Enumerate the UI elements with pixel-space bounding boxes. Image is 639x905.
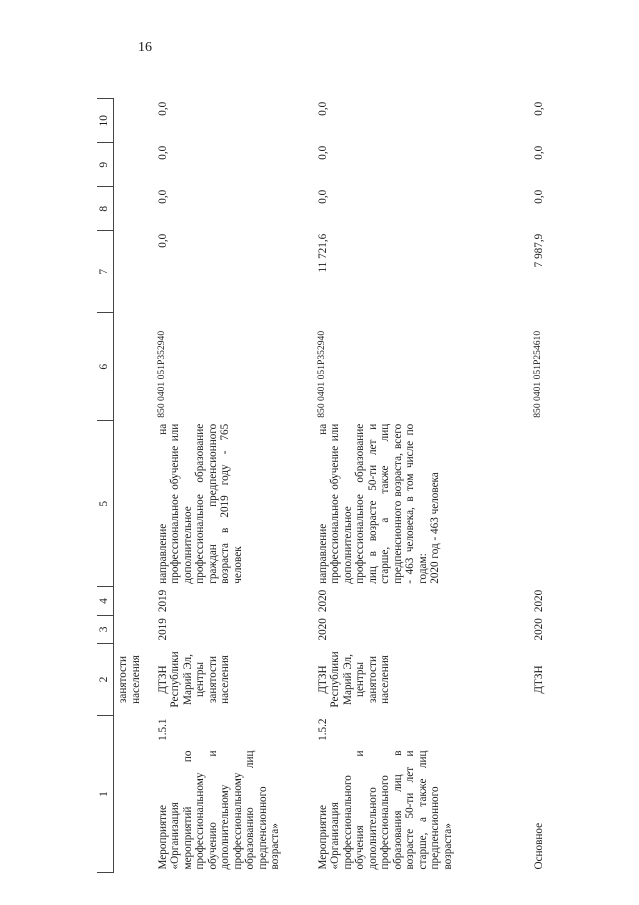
activity-value-7: 7 987,9 <box>532 233 545 268</box>
activity-value-7: 11 721,6 <box>316 233 329 273</box>
table-row <box>530 99 564 873</box>
activity-result <box>530 421 564 587</box>
activity-start-year: 2019 <box>156 618 169 641</box>
activity-end-year: 2020 <box>316 589 329 613</box>
header-col-7: 7 <box>97 231 114 313</box>
activity-start-year: 2020 <box>532 618 545 641</box>
activity-result: направление на профессиональное обучение или дополнительное профессиональное образование лиц в возрасте 50-ти лет и старше, а также лиц предпенсионного возраста, всего - 463 человека, в том числе по годам: <box>316 423 429 584</box>
activity-end-year: 2019 <box>156 589 169 613</box>
activity-result: направление на профессиональное обучение или дополнительное профессиональное образование граждан предпенсионного возраста в 2019 году - 765 человек <box>156 423 244 584</box>
header-row <box>97 99 114 873</box>
rotated-landscape-page <box>0 45 639 905</box>
header-col-6: 6 <box>97 313 114 421</box>
program-table <box>97 98 564 873</box>
header-col-8: 8 <box>97 187 114 231</box>
activity-executor: ДТЗН Республики Марий Эл, центры занятости населения <box>316 651 392 708</box>
activity-kbk: 850 0401 051P254610 <box>531 330 543 418</box>
activity-executor: ДТЗН Республики Марий Эл, центры занятости населения <box>156 651 232 708</box>
activity-value-9: 0,0 <box>156 145 169 160</box>
activity-value-8: 0,0 <box>316 189 329 204</box>
carryover-executor-text: занятости населения <box>117 655 142 704</box>
activity-result-cell <box>314 421 530 587</box>
carryover-row <box>114 99 154 873</box>
activity-value-9: 0,0 <box>532 145 545 160</box>
activity-executor: ДТЗН <box>532 665 545 694</box>
header-col-9: 9 <box>97 143 114 187</box>
header-col-4: 4 <box>97 587 114 615</box>
header-col-2: 2 <box>97 644 114 716</box>
activity-kbk: 850 0401 051P352940 <box>315 330 327 418</box>
activity-value-10: 0,0 <box>156 101 169 116</box>
activity-kbk: 850 0401 051P352940 <box>155 330 167 418</box>
table-row <box>154 99 314 873</box>
header-col-5: 5 <box>97 421 114 587</box>
activity-name: Мероприятие «Организация профессионального обучения и дополнительного профессионального образования лиц в возрасте 50-ти лет и старше, а также лиц предпенсионного возраста» <box>316 750 454 870</box>
activity-name: Мероприятие «Организация мероприятий по профессиональному обучению и дополнительному профессиональному образованию лиц предпенсионного возраста» <box>156 750 282 870</box>
activity-value-10: 0,0 <box>316 101 329 116</box>
activity-value-10: 0,0 <box>532 101 545 116</box>
page-number: 16 <box>138 40 152 55</box>
activity-end-year: 2020 <box>532 589 545 613</box>
table-row <box>314 99 530 873</box>
activity-start-year: 2020 <box>316 618 329 641</box>
activity-value-7: 0,0 <box>156 233 169 248</box>
activity-value-9: 0,0 <box>316 145 329 160</box>
activity-name: Основное <box>532 822 545 870</box>
activity-result-tail: 2020 год - 463 человека <box>429 472 442 584</box>
activity-code: 1.5.1 <box>156 718 169 741</box>
header-col-1: 1 <box>97 716 114 873</box>
header-col-3: 3 <box>97 615 114 643</box>
activity-value-8: 0,0 <box>156 189 169 204</box>
activity-code <box>530 716 564 748</box>
activity-value-8: 0,0 <box>532 189 545 204</box>
header-col-10: 10 <box>97 99 114 143</box>
activity-code: 1.5.2 <box>316 718 329 741</box>
